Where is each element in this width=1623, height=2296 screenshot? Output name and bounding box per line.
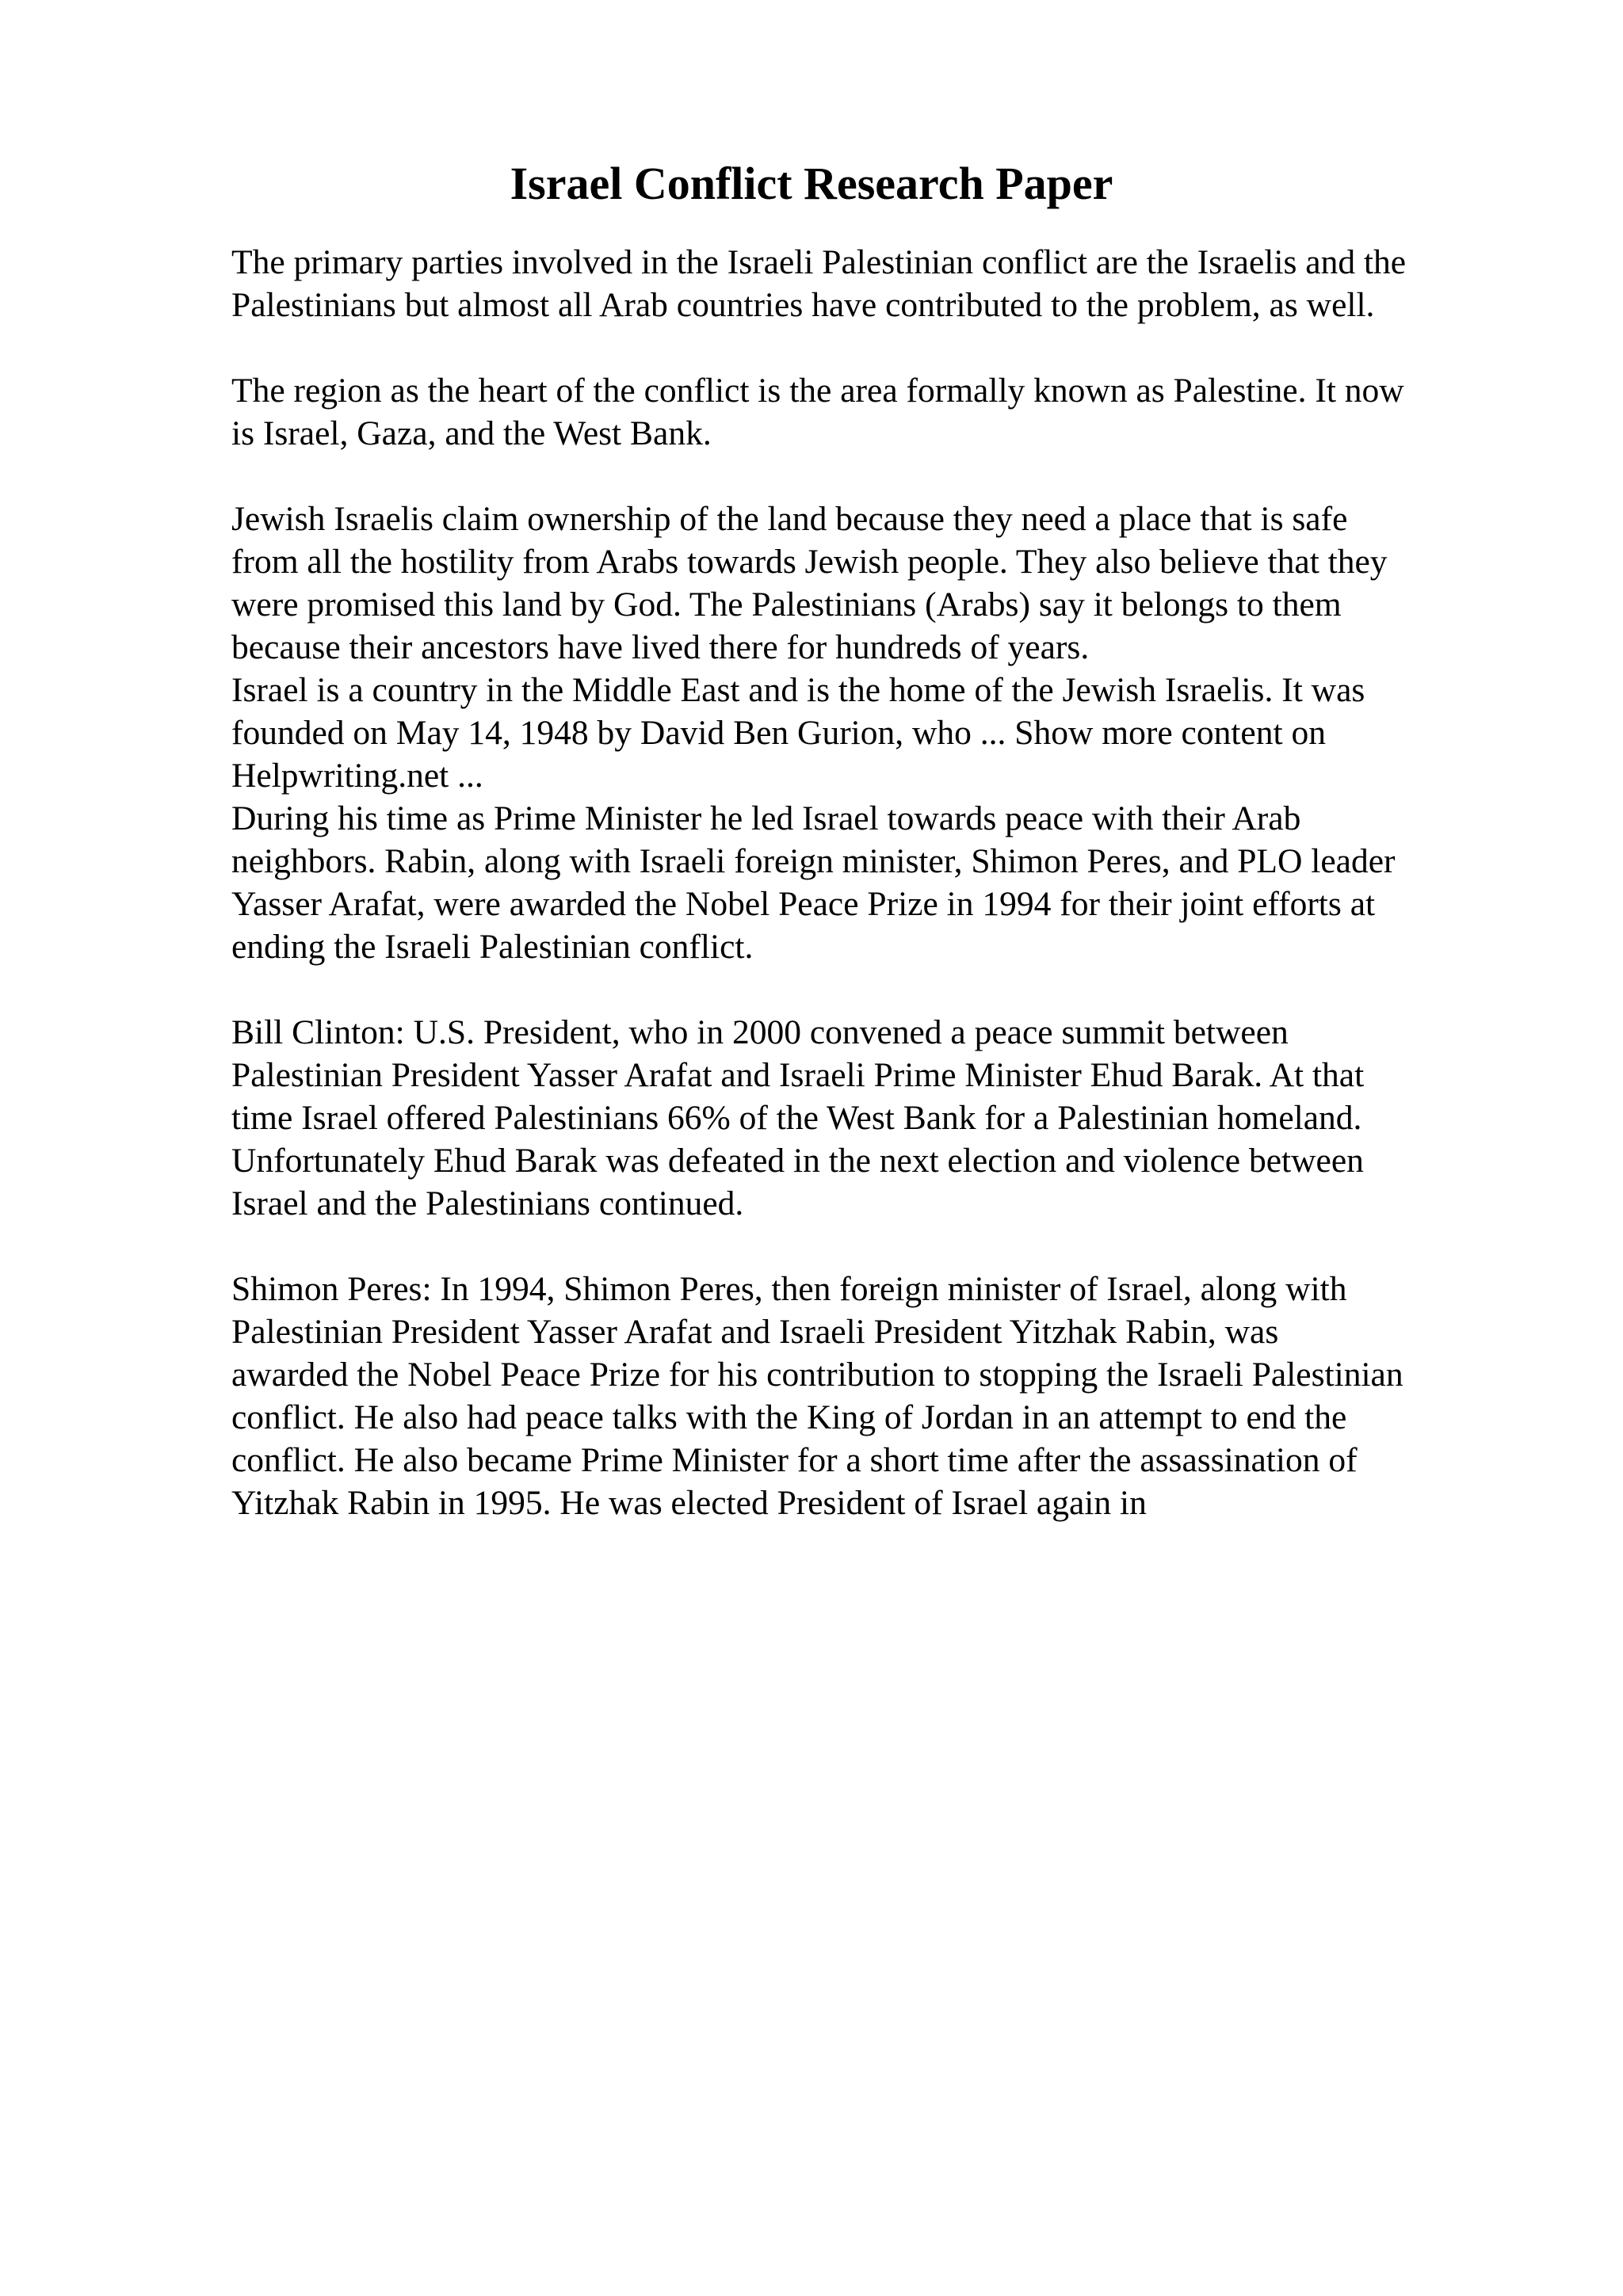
text-line: Palestinians but almost all Arab countries have contributed to the problem, as well. bbox=[231, 286, 1375, 324]
paragraph bbox=[231, 669, 1515, 797]
paragraph bbox=[231, 498, 1515, 669]
text-line: were promised this land by God. The Palestinians (Arabs) say it belongs to them bbox=[231, 585, 1342, 624]
text-line: conflict. He also became Prime Minister for a short time after the assassination of bbox=[231, 1441, 1358, 1479]
text-line: Israel is a country in the Middle East and is the home of the Jewish Israelis. It was bbox=[231, 671, 1365, 709]
paragraph bbox=[231, 797, 1515, 968]
text-line: During his time as Prime Minister he led Israel towards peace with their Arab bbox=[231, 799, 1301, 837]
text-line: Shimon Peres: In 1994, Shimon Peres, then foreign minister of Israel, along with bbox=[231, 1270, 1347, 1308]
text-line: Unfortunately Ehud Barak was defeated in the next election and violence between bbox=[231, 1142, 1364, 1180]
text-line: Helpwriting.net ... bbox=[231, 757, 483, 795]
page-title: Israel Conflict Research Paper bbox=[510, 158, 1113, 209]
text-line: Yasser Arafat, were awarded the Nobel Peace Prize in 1994 for their joint efforts at bbox=[231, 885, 1376, 923]
text-line: because their ancestors have lived there for hundreds of years. bbox=[231, 628, 1090, 666]
paragraph bbox=[231, 1011, 1515, 1225]
text-line: founded on May 14, 1948 by David Ben Gurion, who ... Show more content on bbox=[231, 714, 1326, 752]
text-line: Israel and the Palestinians continued. bbox=[231, 1184, 744, 1222]
text-line: Yitzhak Rabin in 1995. He was elected President of Israel again in bbox=[231, 1484, 1147, 1522]
text-line: conflict. He also had peace talks with the King of Jordan in an attempt to end the bbox=[231, 1398, 1347, 1436]
text-line: The region as the heart of the conflict is the area formally known as Palestine. It now bbox=[231, 372, 1404, 410]
text-line: is Israel, Gaza, and the West Bank. bbox=[231, 414, 712, 452]
paragraph bbox=[231, 369, 1515, 455]
paragraph bbox=[231, 241, 1515, 326]
text-line: Jewish Israelis claim ownership of the land because they need a place that is safe bbox=[231, 500, 1348, 538]
text-line: Palestinian President Yasser Arafat and Israeli President Yitzhak Rabin, was bbox=[231, 1313, 1279, 1351]
text-line: time Israel offered Palestinians 66% of the West Bank for a Palestinian homeland. bbox=[231, 1099, 1362, 1137]
text-line: Palestinian President Yasser Arafat and Israeli Prime Minister Ehud Barak. At that bbox=[231, 1056, 1365, 1094]
text-line: from all the hostility from Arabs towards Jewish people. They also believe that they bbox=[231, 543, 1388, 581]
document-body bbox=[231, 241, 1515, 1524]
text-line: Bill Clinton: U.S. President, who in 2000 convened a peace summit between bbox=[231, 1013, 1289, 1051]
paragraph bbox=[231, 1268, 1515, 1524]
text-line: awarded the Nobel Peace Prize for his contribution to stopping the Israeli Palestinian bbox=[231, 1356, 1403, 1394]
text-line: ending the Israeli Palestinian conflict. bbox=[231, 928, 754, 966]
text-line: neighbors. Rabin, along with Israeli foreign minister, Shimon Peres, and PLO leader bbox=[231, 842, 1396, 880]
text-line: The primary parties involved in the Israeli Palestinian conflict are the Israelis and the bbox=[231, 243, 1407, 281]
